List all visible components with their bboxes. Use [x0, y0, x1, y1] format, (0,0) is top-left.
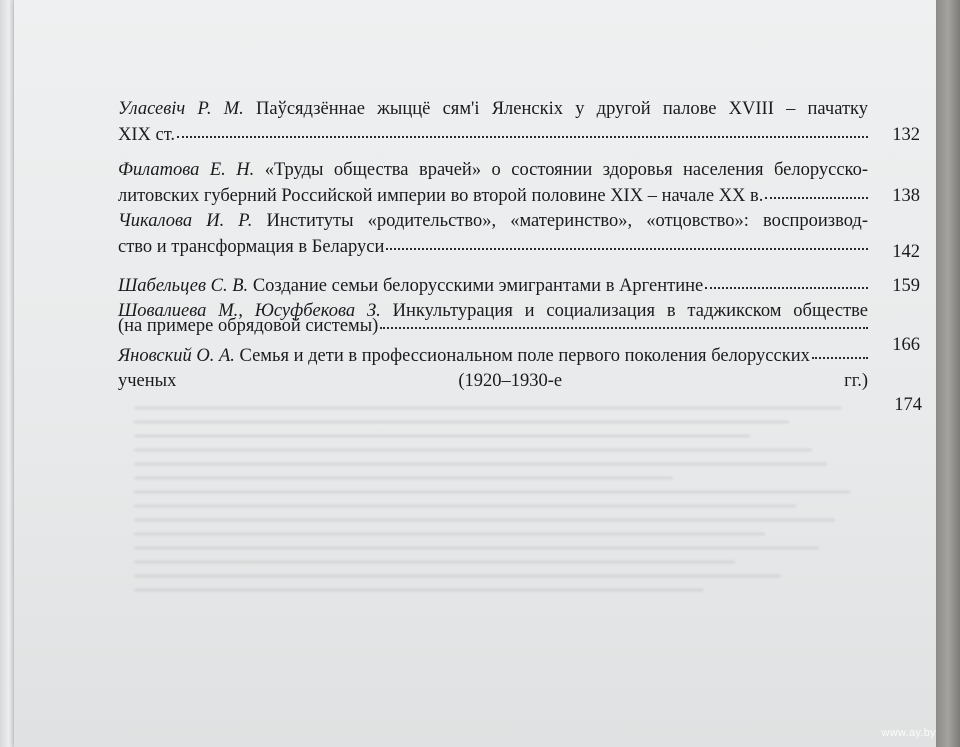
toc-entry-4-line-1	[118, 273, 868, 299]
toc-page-number: 138	[892, 186, 920, 206]
toc-entry-1-line-1	[118, 96, 868, 122]
toc-entry-2-line-2	[118, 183, 868, 209]
toc-author: Чикалова И. Р.	[118, 211, 253, 231]
toc-title-continued: ство и трансформация в Беларуси	[118, 237, 385, 257]
toc-page-number: 166	[892, 335, 920, 355]
toc-author: Шабельцев С. В.	[118, 276, 249, 296]
toc-title: Создание семьи белорусскими эмигрантами в Аргентине	[252, 276, 704, 296]
toc-entry-6-line-2	[118, 368, 868, 394]
toc-title: «Труды общества врачей» о состоянии здоровья населения белорусско-	[264, 160, 868, 180]
toc-page-number: 174	[894, 395, 922, 415]
toc-title: Инкультурация и социализация в таджикском обществе	[392, 301, 868, 321]
table-surface	[936, 0, 960, 747]
toc-page-number: 132	[892, 125, 920, 145]
toc-entry-6-line-1	[118, 343, 868, 369]
table-of-contents	[14, 0, 938, 747]
book-page	[14, 0, 938, 747]
leader-dots	[765, 193, 868, 199]
toc-title: Семья и дети в профессиональном поле первого поколения белорусских	[239, 346, 810, 366]
toc-author: Шовалиева М., Юсуфбекова З.	[118, 301, 381, 321]
toc-author: Яновский О. А.	[118, 346, 235, 366]
leader-dots	[380, 323, 868, 329]
toc-author: Уласевіч Р. М.	[118, 99, 244, 119]
toc-entry-3-line-2	[118, 234, 868, 260]
leader-dots	[177, 132, 868, 138]
toc-title-continued: XIX ст.	[118, 125, 176, 145]
toc-title-continued: (на примере обрядовой системы)	[118, 316, 379, 336]
leader-dots	[386, 244, 868, 250]
toc-author: Филатова Е. Н.	[118, 160, 255, 180]
toc-page-number: 159	[892, 276, 920, 296]
watermark: www.ay.by	[881, 727, 936, 739]
toc-title-continued: ученых (1920–1930-е гг.)	[118, 371, 868, 391]
toc-entry-3-line-1	[118, 208, 868, 234]
toc-entry-5-line-2	[118, 313, 868, 339]
toc-entry-1-line-2	[118, 122, 868, 148]
toc-title-continued: литовских губерний Российской империи во второй половине XIX – начале XX в.	[118, 186, 764, 206]
toc-page-number: 142	[892, 242, 920, 262]
leader-dots	[705, 283, 868, 289]
toc-title: Институты «родительство», «материнство», «отцовство»: воспроизвод-	[266, 211, 869, 231]
toc-title: Паўсядзённае жыццё сям'і Яленскіх у другой палове XVIII – пачатку	[256, 99, 869, 119]
leader-dots	[812, 353, 868, 359]
toc-entry-2-line-1	[118, 157, 868, 183]
